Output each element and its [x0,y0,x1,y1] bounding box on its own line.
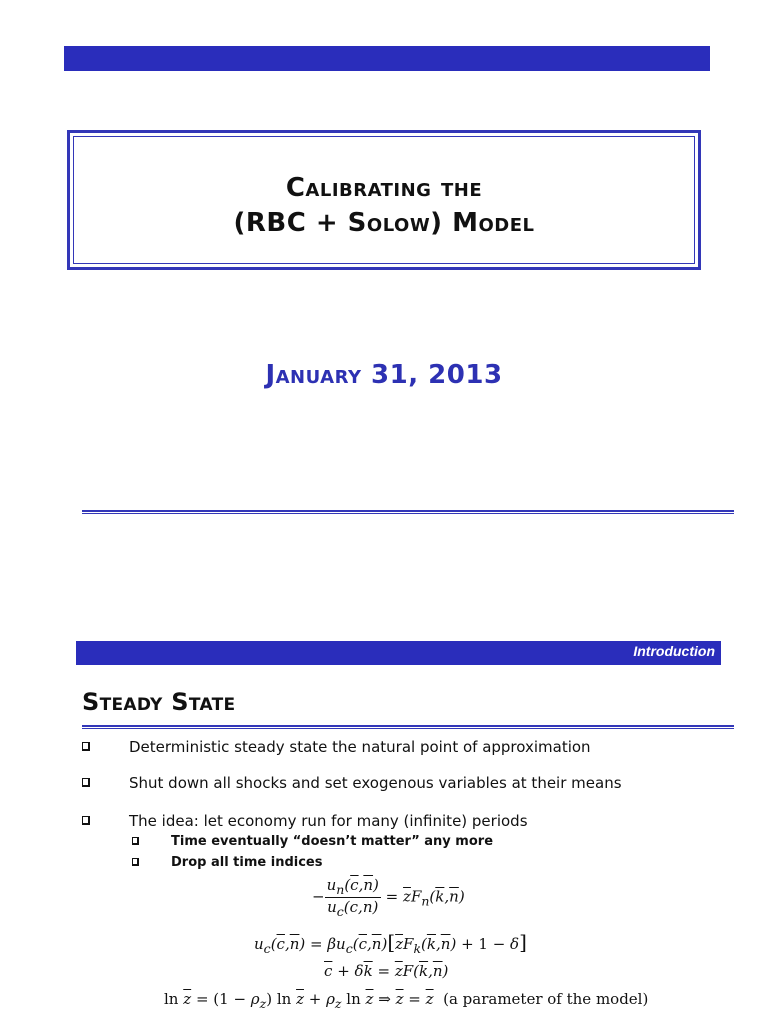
equation-3: $\overline{c} + \delta\overline{k} = \overline{z}F(\overline{k},\overline{n})$ [324,962,449,980]
equation-1: − $\frac{u_n(\overline{c},\overline{n})}{u_c(\overline{c},\overline{n})}$ = $\overline{z}F_n(\overline{k},\overline{n})$ [312,876,465,919]
presentation-date: January 31, 2013 [265,360,503,390]
title-underline [82,725,734,729]
equation-2: $u_c(\overline{c},\overline{n}) = \beta u_c(\overline{c},\overline{n})[\overline{z}F_k(\overline{k},\overline{n}) + 1 - \delta]$ [254,930,527,956]
section-label: Introduction [633,643,715,659]
checkbox-bullet-icon [82,816,90,825]
checkbox-bullet-icon [82,778,90,787]
slide-title: Steady State [82,688,236,716]
checkbox-bullet-icon [132,858,139,866]
sub-bullet-text: Time eventually “doesn’t matter” any more [171,834,494,849]
title-line-2: (RBC + Solow) Model [233,208,535,238]
presentation-title [70,171,698,241]
checkbox-bullet-icon [132,837,139,845]
bullet-text: Deterministic steady state the natural point of approximation [129,738,591,756]
title-line-1: Calibrating the [285,173,483,203]
equation-note: (a parameter of the model) [443,990,649,1008]
bullet-text: Shut down all shocks and set exogenous variables at their means [129,774,622,792]
equation-4: $\ln \overline{z} = (1 - \rho_z)$ $\ln \overline{z} + \rho_z$ $\ln \overline{z}$ ⇒ $\overline{z} = \overline{z}$ (a parameter of the model) [164,990,649,1011]
bullet-text: The idea: let economy run for many (infinite) periods [129,812,528,830]
title-frame [67,130,701,270]
checkbox-bullet-icon [82,742,90,751]
top-banner-bar [64,46,710,71]
slide-divider [82,510,734,514]
sub-bullet-text: Drop all time indices [171,855,323,870]
section-header-bar [76,641,721,665]
